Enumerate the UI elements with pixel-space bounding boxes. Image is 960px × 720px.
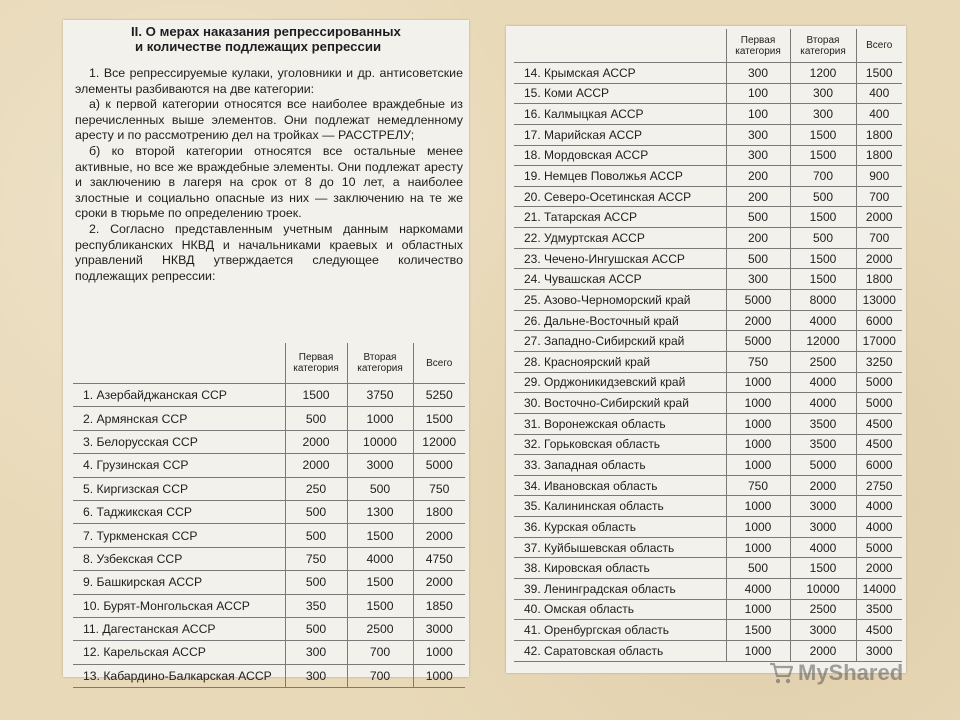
second-category-value: 4000 [347, 547, 413, 570]
region-name: 18. Мордовская АССР [514, 145, 726, 166]
first-category-value: 1000 [726, 517, 790, 538]
region-name: 32. Горьковская область [514, 434, 726, 455]
table-row [514, 248, 902, 269]
table-row [514, 455, 902, 476]
first-category-value: 500 [285, 571, 347, 594]
total-value: 1500 [856, 63, 902, 84]
table-row [73, 384, 465, 407]
table-row [514, 124, 902, 145]
second-category-value: 2500 [790, 351, 856, 372]
table-row [514, 269, 902, 290]
table-row [514, 228, 902, 249]
region-name: 27. Западно-Сибирский край [514, 331, 726, 352]
region-name: 7. Туркменская ССР [73, 524, 285, 547]
total-value: 700 [856, 228, 902, 249]
total-value: 4000 [856, 496, 902, 517]
region-name: 28. Красноярский край [514, 351, 726, 372]
table-row [514, 558, 902, 579]
table-row [514, 640, 902, 661]
total-value: 2000 [856, 207, 902, 228]
second-category-value: 1500 [790, 145, 856, 166]
total-value: 17000 [856, 331, 902, 352]
table-row [514, 331, 902, 352]
second-category-value: 1500 [790, 124, 856, 145]
total-value: 5000 [856, 537, 902, 558]
table-row [514, 620, 902, 641]
second-category-value: 2500 [347, 617, 413, 640]
total-value: 2000 [413, 524, 465, 547]
first-category-value: 4000 [726, 579, 790, 600]
table-row [73, 571, 465, 594]
table-row [514, 434, 902, 455]
region-name: 12. Карельская АССР [73, 641, 285, 664]
body-text [75, 66, 463, 284]
first-category-value: 1000 [726, 413, 790, 434]
table-row [514, 145, 902, 166]
first-category-value: 500 [285, 524, 347, 547]
table-header [73, 343, 465, 384]
first-category-value: 2000 [285, 430, 347, 453]
table-body [73, 384, 465, 688]
region-name: 14. Крымская АССР [514, 63, 726, 84]
repression-table-part-1 [73, 343, 465, 688]
region-name: 36. Курская область [514, 517, 726, 538]
total-value: 13000 [856, 290, 902, 311]
region-name: 30. Восточно-Сибирский край [514, 393, 726, 414]
second-category-value: 500 [790, 228, 856, 249]
table-row [73, 500, 465, 523]
region-name: 13. Кабардино-Балкарская АССР [73, 664, 285, 687]
second-category-value: 3000 [790, 496, 856, 517]
second-category-value: 3750 [347, 384, 413, 407]
total-value: 4500 [856, 434, 902, 455]
first-category-value: 1000 [726, 496, 790, 517]
second-category-value: 500 [790, 186, 856, 207]
second-category-value: 300 [790, 83, 856, 104]
first-category-value: 500 [285, 617, 347, 640]
second-category-value: 10000 [790, 579, 856, 600]
total-value: 3000 [413, 617, 465, 640]
total-value: 4000 [856, 517, 902, 538]
region-name: 17. Марийская АССР [514, 124, 726, 145]
first-category-value: 750 [726, 351, 790, 372]
table-row [514, 579, 902, 600]
first-category-value: 500 [726, 248, 790, 269]
first-category-value: 300 [285, 664, 347, 687]
table-row [73, 664, 465, 687]
second-category-value: 3000 [790, 620, 856, 641]
total-value: 400 [856, 83, 902, 104]
region-name: 21. Татарская АССР [514, 207, 726, 228]
first-category-value: 300 [726, 63, 790, 84]
total-value: 3250 [856, 351, 902, 372]
second-category-value: 1500 [790, 248, 856, 269]
region-name: 20. Северо-Осетинская АССР [514, 186, 726, 207]
region-name: 22. Удмуртская АССР [514, 228, 726, 249]
total-value: 4500 [856, 620, 902, 641]
document-page-left [63, 20, 469, 683]
region-name: 16. Калмыцкая АССР [514, 104, 726, 125]
second-category-value: 8000 [790, 290, 856, 311]
total-value: 5000 [413, 454, 465, 477]
first-category-value: 1000 [726, 434, 790, 455]
watermark [768, 660, 903, 686]
first-category-value: 200 [726, 228, 790, 249]
first-category-value: 200 [726, 186, 790, 207]
first-category-value: 1000 [726, 640, 790, 661]
total-value: 3500 [856, 599, 902, 620]
table-row [514, 372, 902, 393]
heading-line: II. О мерах наказания репрессированных [131, 24, 401, 39]
region-name: 11. Дагестанская АССР [73, 617, 285, 640]
header-second-category: Вторая категория [790, 29, 856, 63]
total-value: 1850 [413, 594, 465, 617]
second-category-value: 2500 [790, 599, 856, 620]
first-category-value: 1000 [726, 599, 790, 620]
total-value: 12000 [413, 430, 465, 453]
second-category-value: 12000 [790, 331, 856, 352]
table-row [514, 104, 902, 125]
second-category-value: 2000 [790, 475, 856, 496]
first-category-value: 300 [726, 269, 790, 290]
first-category-value: 1500 [726, 620, 790, 641]
table-row [73, 430, 465, 453]
total-value: 750 [413, 477, 465, 500]
first-category-value: 1000 [726, 372, 790, 393]
second-category-value: 3000 [347, 454, 413, 477]
first-category-value: 1000 [726, 393, 790, 414]
first-category-value: 750 [285, 547, 347, 570]
total-value: 5000 [856, 393, 902, 414]
table-row [514, 475, 902, 496]
first-category-value: 350 [285, 594, 347, 617]
region-name: 23. Чечено-Ингушская АССР [514, 248, 726, 269]
table-row [514, 393, 902, 414]
region-name: 37. Куйбышевская область [514, 537, 726, 558]
second-category-value: 700 [347, 641, 413, 664]
table-row [73, 454, 465, 477]
second-category-value: 1300 [347, 500, 413, 523]
table-row [514, 290, 902, 311]
table-row [514, 599, 902, 620]
second-category-value: 3500 [790, 434, 856, 455]
total-value: 1000 [413, 641, 465, 664]
second-category-value: 4000 [790, 393, 856, 414]
second-category-value: 3500 [790, 413, 856, 434]
first-category-value: 2000 [285, 454, 347, 477]
region-name: 35. Калининская область [514, 496, 726, 517]
region-name: 1. Азербайджанская ССР [73, 384, 285, 407]
total-value: 4500 [856, 413, 902, 434]
second-category-value: 700 [347, 664, 413, 687]
paragraph: а) к первой категории относятся все наиболее враждебные из перечисленных выше элементов. Они подлежат немедленному аресту и по рассмотрению дел на тройках — РАССТРЕЛУ; [75, 97, 463, 143]
table-row [514, 413, 902, 434]
second-category-value: 3000 [790, 517, 856, 538]
region-name: 6. Таджикская ССР [73, 500, 285, 523]
second-category-value: 1500 [347, 571, 413, 594]
first-category-value: 5000 [726, 290, 790, 311]
first-category-value: 500 [726, 207, 790, 228]
first-category-value: 500 [285, 407, 347, 430]
total-value: 6000 [856, 310, 902, 331]
table-row [514, 537, 902, 558]
second-category-value: 500 [347, 477, 413, 500]
cart-icon [768, 661, 794, 685]
table-row [514, 310, 902, 331]
total-value: 400 [856, 104, 902, 125]
repression-table-part-2 [514, 29, 902, 662]
table-row [73, 594, 465, 617]
total-value: 1800 [856, 124, 902, 145]
region-name: 31. Воронежская область [514, 413, 726, 434]
total-value: 2000 [856, 248, 902, 269]
paragraph: 1. Все репрессируемые кулаки, уголовники и др. антисоветские элементы разбиваются на две категории: [75, 66, 463, 96]
table-body [514, 63, 902, 662]
region-name: 19. Немцев Поволжья АССР [514, 166, 726, 187]
table-row [73, 477, 465, 500]
total-value: 700 [856, 186, 902, 207]
header-first-category: Первая категория [285, 343, 347, 384]
region-name: 38. Кировская область [514, 558, 726, 579]
first-category-value: 100 [726, 104, 790, 125]
region-name: 26. Дальне-Восточный край [514, 310, 726, 331]
first-category-value: 1000 [726, 537, 790, 558]
second-category-value: 1500 [790, 558, 856, 579]
table-row [73, 641, 465, 664]
first-category-value: 300 [285, 641, 347, 664]
paragraph: б) ко второй категории относятся все остальные менее активные, но все же враждебные элементы. Они подлежат аресту и заключению в лагеря на срок от 8 до 10 лет, а наиболее злостные и социально опасные из них — заключению на те же сроки в тюрьме по определению троек. [75, 143, 463, 221]
header-second-category: Вторая категория [347, 343, 413, 384]
second-category-value: 1500 [790, 269, 856, 290]
region-name: 25. Азово-Черноморский край [514, 290, 726, 311]
region-name: 41. Оренбургская область [514, 620, 726, 641]
header-total: Всего [856, 29, 902, 63]
total-value: 1800 [856, 269, 902, 290]
second-category-value: 1500 [347, 594, 413, 617]
table-row [73, 524, 465, 547]
first-category-value: 500 [726, 558, 790, 579]
table-row [514, 496, 902, 517]
first-category-value: 750 [726, 475, 790, 496]
document-page-right [506, 26, 906, 673]
total-value: 1800 [856, 145, 902, 166]
region-name: 29. Орджоникидзевский край [514, 372, 726, 393]
second-category-value: 4000 [790, 372, 856, 393]
second-category-value: 4000 [790, 537, 856, 558]
first-category-value: 100 [726, 83, 790, 104]
second-category-value: 300 [790, 104, 856, 125]
total-value: 3000 [856, 640, 902, 661]
total-value: 2000 [856, 558, 902, 579]
table-row [514, 83, 902, 104]
table-row [73, 547, 465, 570]
total-value: 900 [856, 166, 902, 187]
total-value: 14000 [856, 579, 902, 600]
table-row [514, 166, 902, 187]
table-row [514, 207, 902, 228]
total-value: 6000 [856, 455, 902, 476]
region-name: 8. Узбекская ССР [73, 547, 285, 570]
second-category-value: 1000 [347, 407, 413, 430]
second-category-value: 5000 [790, 455, 856, 476]
region-name: 4. Грузинская ССР [73, 454, 285, 477]
section-heading [131, 24, 461, 54]
second-category-value: 1200 [790, 63, 856, 84]
total-value: 2000 [413, 571, 465, 594]
second-category-value: 10000 [347, 430, 413, 453]
total-value: 5000 [856, 372, 902, 393]
first-category-value: 250 [285, 477, 347, 500]
total-value: 1500 [413, 407, 465, 430]
second-category-value: 2000 [790, 640, 856, 661]
table-row [73, 617, 465, 640]
total-value: 5250 [413, 384, 465, 407]
region-name: 24. Чувашская АССР [514, 269, 726, 290]
first-category-value: 300 [726, 145, 790, 166]
first-category-value: 1000 [726, 455, 790, 476]
second-category-value: 1500 [347, 524, 413, 547]
first-category-value: 500 [285, 500, 347, 523]
total-value: 2750 [856, 475, 902, 496]
heading-line: и количестве подлежащих репрессии [135, 39, 382, 54]
first-category-value: 300 [726, 124, 790, 145]
first-category-value: 200 [726, 166, 790, 187]
region-name: 3. Белорусская ССР [73, 430, 285, 453]
second-category-value: 1500 [790, 207, 856, 228]
region-name: 10. Бурят-Монгольская АССР [73, 594, 285, 617]
region-name: 2. Армянская ССР [73, 407, 285, 430]
first-category-value: 5000 [726, 331, 790, 352]
second-category-value: 700 [790, 166, 856, 187]
table-row [514, 517, 902, 538]
header-blank [514, 29, 726, 63]
region-name: 5. Киргизская ССР [73, 477, 285, 500]
header-total: Всего [413, 343, 465, 384]
first-category-value: 2000 [726, 310, 790, 331]
table-header [514, 29, 902, 63]
region-name: 34. Ивановская область [514, 475, 726, 496]
first-category-value: 1500 [285, 384, 347, 407]
region-name: 33. Западная область [514, 455, 726, 476]
header-blank [73, 343, 285, 384]
total-value: 1000 [413, 664, 465, 687]
total-value: 4750 [413, 547, 465, 570]
region-name: 9. Башкирская АССР [73, 571, 285, 594]
region-name: 40. Омская область [514, 599, 726, 620]
table-row [514, 63, 902, 84]
table-row [514, 351, 902, 372]
table-row [73, 407, 465, 430]
region-name: 39. Ленинградская область [514, 579, 726, 600]
watermark-text: MyShared [798, 660, 904, 685]
table-row [514, 186, 902, 207]
second-category-value: 4000 [790, 310, 856, 331]
paragraph: 2. Согласно представленным учетным данным наркомами республиканских НКВД и начальниками краевых и областных управлений НКВД утверждается следующее количество подлежащих репрессии: [75, 221, 463, 283]
region-name: 15. Коми АССР [514, 83, 726, 104]
total-value: 1800 [413, 500, 465, 523]
header-first-category: Первая категория [726, 29, 790, 63]
region-name: 42. Саратовская область [514, 640, 726, 661]
